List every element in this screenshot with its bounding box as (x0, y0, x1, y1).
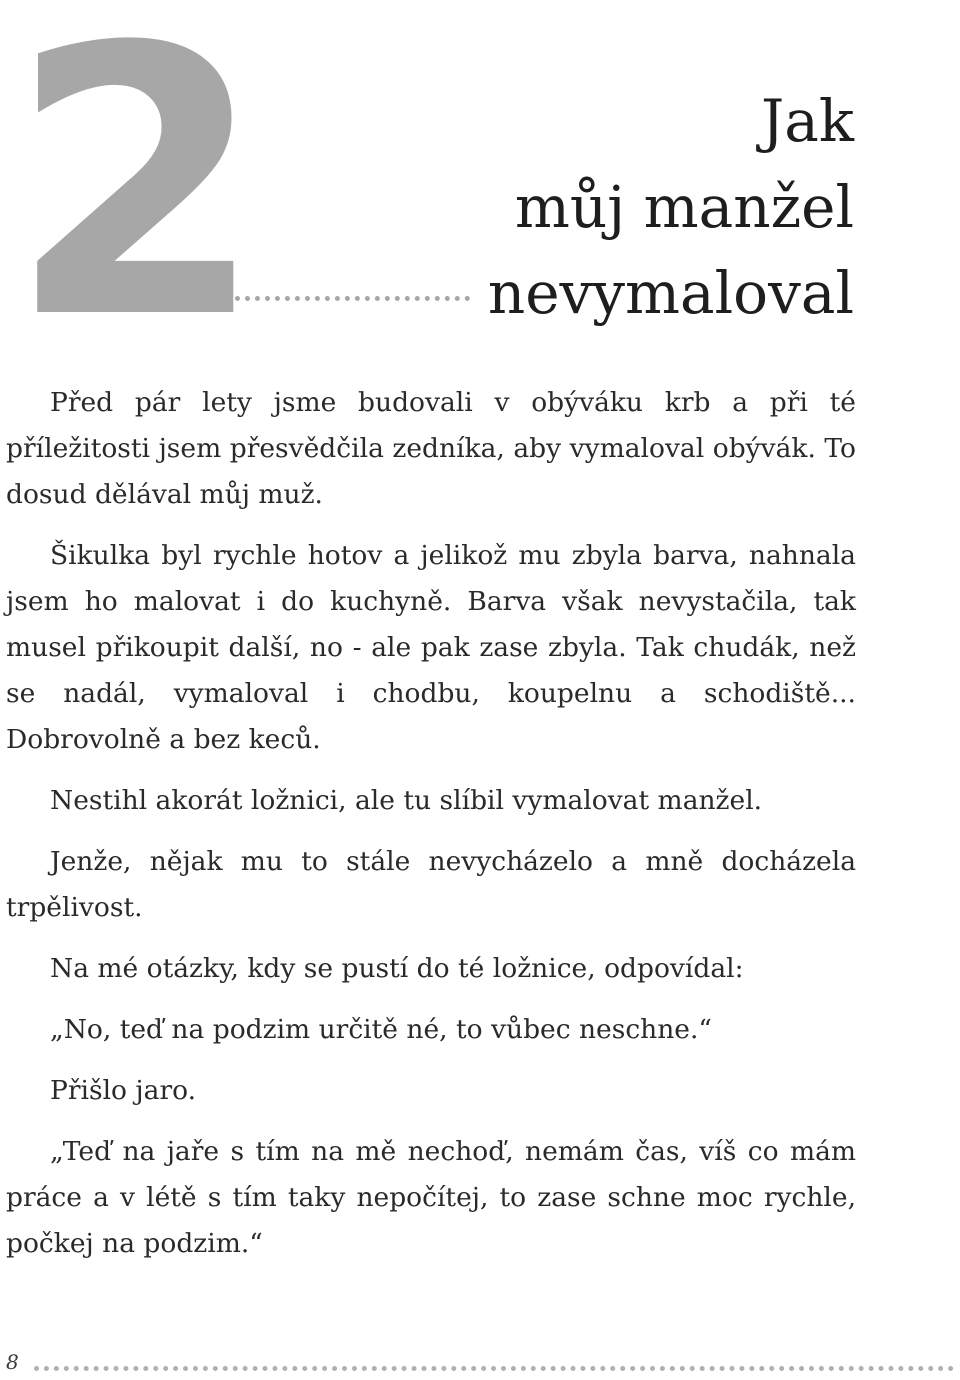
paragraph: Přišlo jaro. (50, 1075, 197, 1106)
paragraph: „Teď na jaře s tím na mě nechoď, nemám čas, víš co mám práce a v létě s tím taky nepočítej, to zase schne moc rychle, počkej na podzim.“ (6, 1136, 856, 1259)
page-number: 8 (6, 1350, 19, 1374)
paragraph: Na mé otázky, kdy se pustí do té ložnice, odpovídal: (50, 953, 744, 984)
paragraph: Nestihl akorát ložnici, ale tu slíbil vymalovat manžel. (50, 785, 763, 816)
footer-dotted-rule (34, 1352, 954, 1371)
chapter-title-line: Jak (761, 87, 854, 155)
chapter-title (488, 78, 854, 336)
paragraph: „No, teď na podzim určitě né, to vůbec neschne.“ (50, 1014, 712, 1045)
title-dotted-leader (215, 266, 470, 301)
paragraph: Šikulka byl rychle hotov a jelikož mu zbyla barva, nahnala jsem ho malovat i do kuchyně. Barva však nevystačila, tak musel přikoupit další, no - ale pak zase zbyla. Tak chudák, než se nadál, vymaloval i chodbu, koupelnu a schodiště... Dobrovolně a bez keců. (6, 540, 856, 755)
paragraph: Jenže, nějak mu to stále nevycházelo a mně docházela trpělivost. (6, 846, 856, 923)
chapter-title-line: můj manžel (514, 173, 854, 241)
chapter-number: 2 (8, 0, 256, 400)
body-text (6, 380, 856, 1282)
chapter-title-line: nevymaloval (487, 259, 854, 327)
paragraph: Před pár lety jsme budovali v obýváku krb a při té příležitosti jsem přesvědčila zedníka, aby vymaloval obývák. To dosud dělával můj muž. (6, 387, 856, 510)
